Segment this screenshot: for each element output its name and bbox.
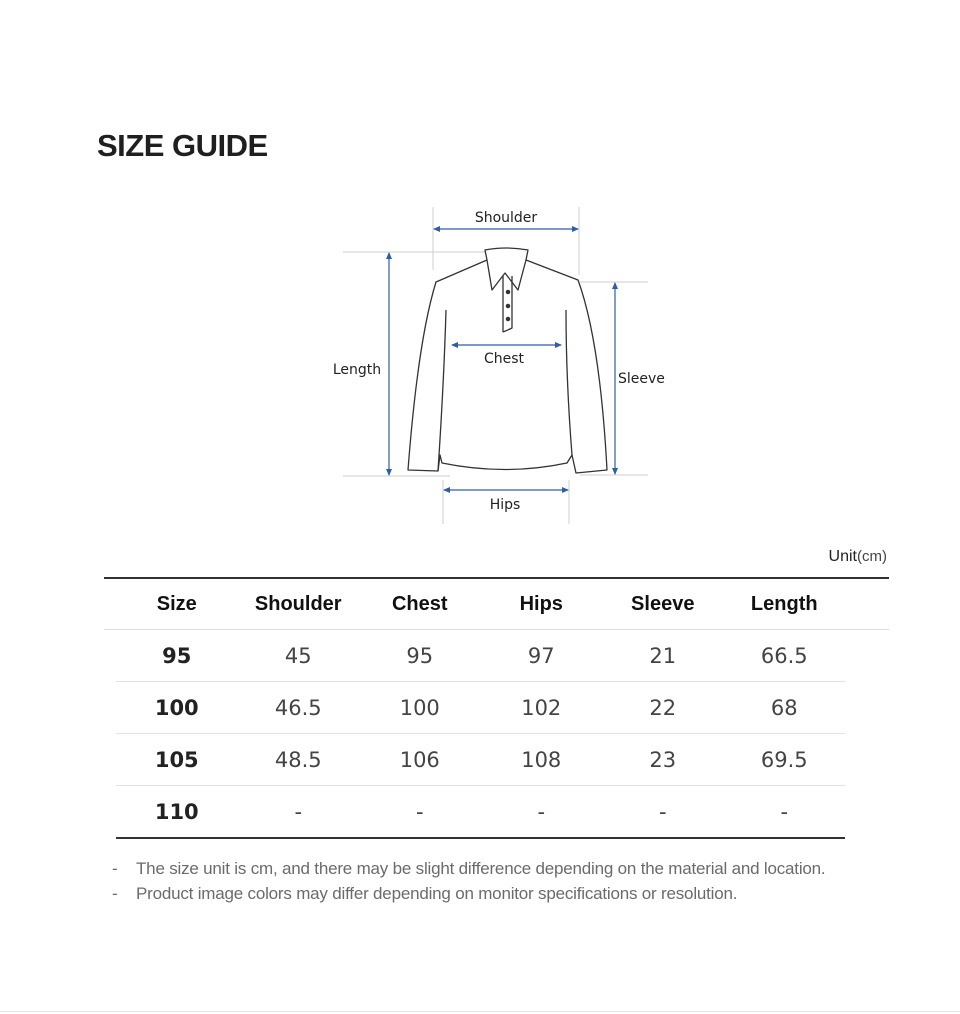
cell-chest: - <box>359 786 481 839</box>
label-chest: Chest <box>483 351 525 367</box>
cell-shoulder: 46.5 <box>238 682 360 734</box>
cell-chest: 106 <box>359 734 481 786</box>
size-table <box>116 579 845 839</box>
cell-shoulder: 48.5 <box>238 734 360 786</box>
cell-sleeve: 21 <box>649 643 677 668</box>
cell-size: 105 <box>116 734 238 786</box>
note-text: The size unit is cm, and there may be slight difference depending on the material and location. <box>136 859 826 878</box>
table-row <box>116 682 845 734</box>
cell-hips: 102 <box>481 682 603 734</box>
cell-size: 110 <box>116 786 238 839</box>
header-shoulder: Shoulder <box>254 593 342 615</box>
notes-list <box>112 856 912 906</box>
cell-chest: 100 <box>359 682 481 734</box>
cell-length: - <box>724 786 846 839</box>
label-length: Length <box>332 362 382 378</box>
label-sleeve: Sleeve <box>618 371 665 387</box>
cell-length: 69.5 <box>724 734 846 786</box>
note-text: Product image colors may differ depending on monitor specifications or resolution. <box>136 884 738 903</box>
note-item <box>112 856 912 881</box>
cell-shoulder: 45 <box>284 643 312 668</box>
header-chest: Chest <box>391 593 448 615</box>
cell-hips: - <box>481 786 603 839</box>
table-row <box>116 734 845 786</box>
page-title: SIZE GUIDE <box>97 128 268 163</box>
cell-sleeve: 23 <box>602 734 724 786</box>
cell-size: 100 <box>116 682 238 734</box>
label-hips: Hips <box>489 497 521 513</box>
cell-shoulder: - <box>238 786 360 839</box>
cell-hips: 108 <box>481 734 603 786</box>
note-item <box>112 881 912 906</box>
table-header-row <box>116 579 845 630</box>
table-row <box>116 786 845 839</box>
table-row <box>116 630 845 682</box>
cell-sleeve: 22 <box>602 682 724 734</box>
label-shoulder: Shoulder <box>474 210 538 226</box>
cell-chest: 95 <box>406 643 434 668</box>
header-size: Size <box>156 593 197 615</box>
page-bottom-divider <box>0 1011 960 1012</box>
cell-length: 68 <box>724 682 846 734</box>
unit-value: (cm) <box>857 548 887 565</box>
header-length: Length <box>750 593 818 615</box>
cell-size: 95 <box>162 643 192 668</box>
header-hips: Hips <box>519 593 563 615</box>
unit-label-text: Unit <box>828 548 857 565</box>
header-sleeve: Sleeve <box>631 593 695 615</box>
unit-label <box>829 548 887 566</box>
cell-sleeve: - <box>602 786 724 839</box>
note-dash: - <box>112 859 118 878</box>
note-dash: - <box>112 884 118 903</box>
cell-hips: 97 <box>527 643 555 668</box>
cell-length: 66.5 <box>760 643 808 668</box>
